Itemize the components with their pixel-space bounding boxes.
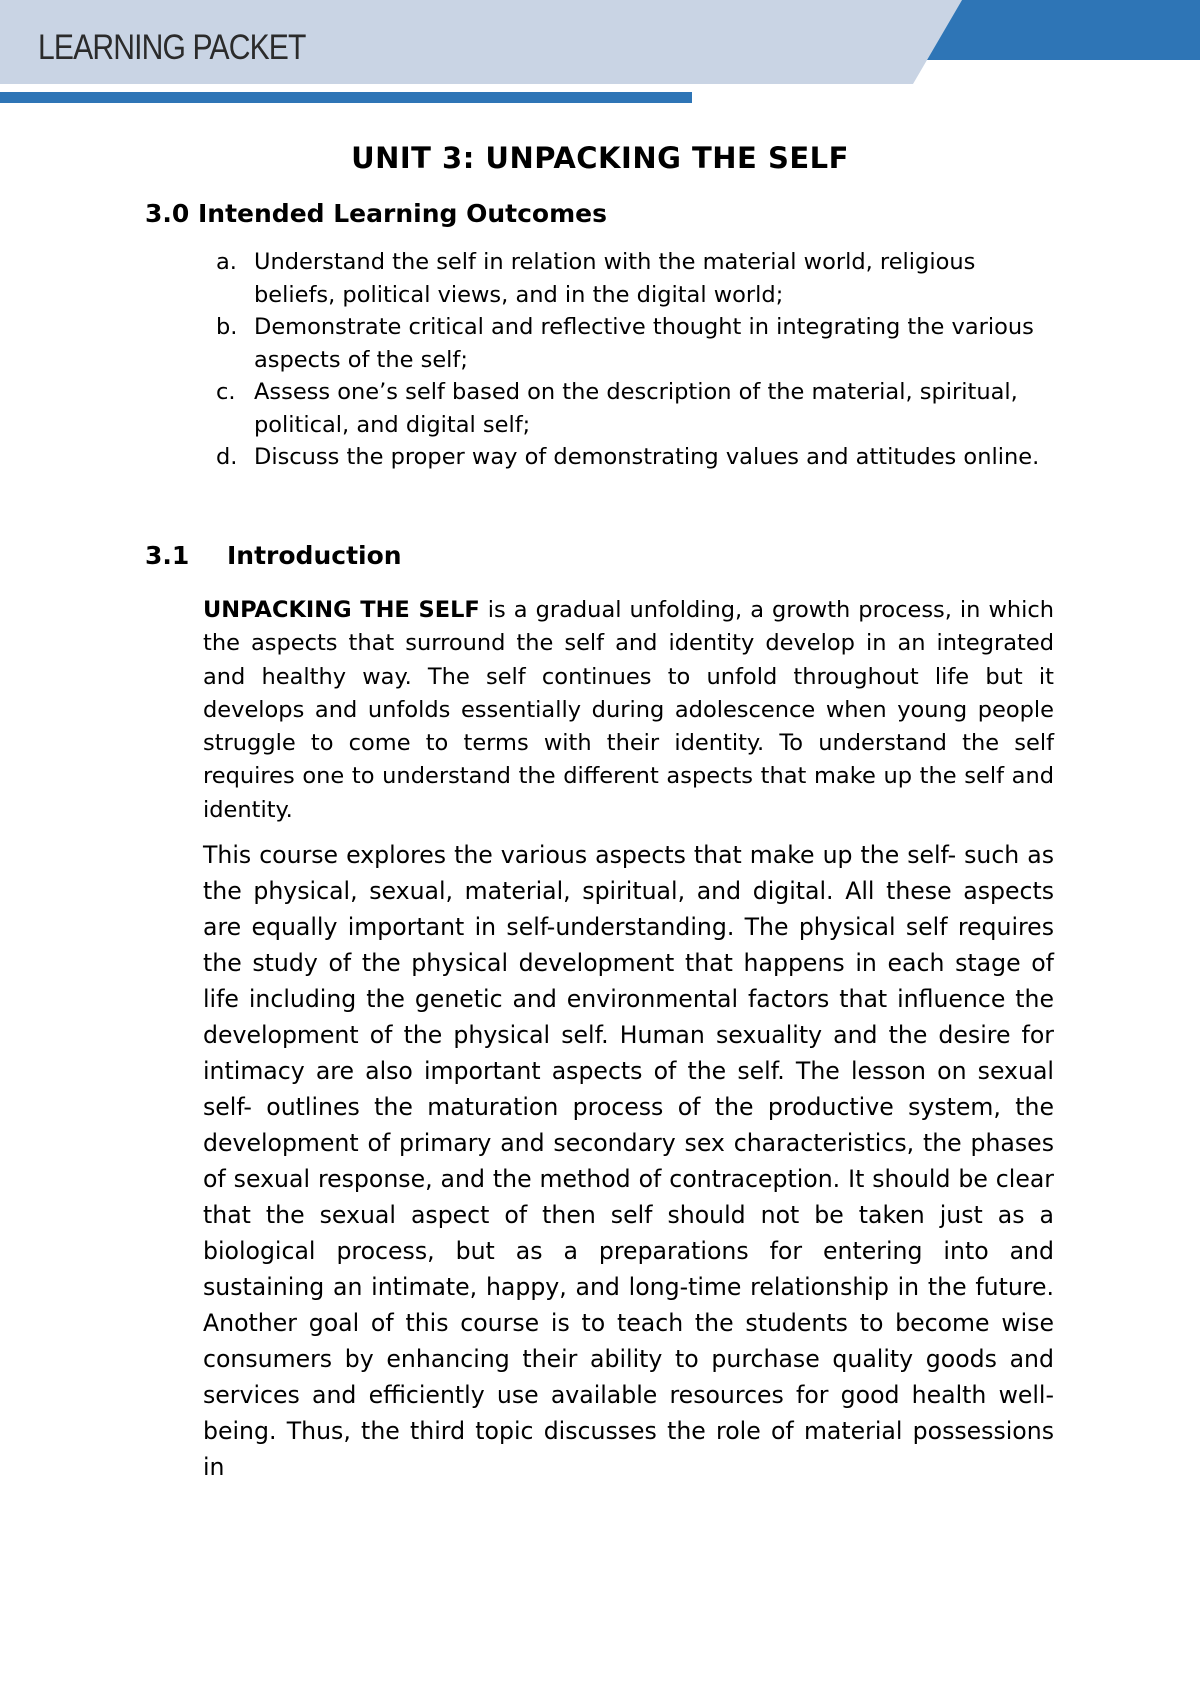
outcomes-list bbox=[216, 246, 1054, 474]
outcome-text: Discuss the proper way of demonstrating values and attitudes online. bbox=[254, 444, 1040, 470]
intro-paragraph-1-text: is a gradual unfolding, a growth process, in which the aspects that surround the self and identity develop in an integrated and healthy way. The self continues to unfold throughout life but it develops and unfolds essentially during adolescence when young people struggle to come to terms with their identity. To understand the self requires one to understand the different aspects that make up the self and identity. bbox=[203, 597, 1054, 823]
outcome-text: Assess one’s self based on the description of the material, spiritual, political, and digital self; bbox=[254, 379, 1018, 438]
section-number: 3.1 bbox=[145, 541, 190, 570]
section-title: Introduction bbox=[227, 541, 402, 570]
outcome-marker: b. bbox=[216, 314, 238, 340]
outcome-marker: a. bbox=[216, 249, 237, 275]
header-underline bbox=[0, 92, 692, 103]
outcome-item bbox=[216, 246, 1054, 311]
header-band-dark bbox=[927, 0, 1200, 60]
header-title: LEARNING PACKET bbox=[38, 28, 306, 67]
outcome-item bbox=[216, 376, 1054, 441]
introduction-heading bbox=[145, 541, 402, 570]
intro-paragraph-1 bbox=[203, 594, 1054, 827]
unit-title: UNIT 3: UNPACKING THE SELF bbox=[351, 141, 849, 175]
outcome-text: Understand the self in relation with the material world, religious beliefs, political views, and in the digital world; bbox=[254, 249, 976, 308]
outcome-item bbox=[216, 311, 1054, 376]
outcomes-heading: 3.0 Intended Learning Outcomes bbox=[145, 199, 607, 228]
outcome-marker: d. bbox=[216, 444, 238, 470]
outcome-text: Demonstrate critical and reflective thought in integrating the various aspects of the self; bbox=[254, 314, 1034, 373]
intro-paragraph-2: This course explores the various aspects that make up the self- such as the physical, sexual, material, spiritual, and digital. All these aspects are equally important in self-understanding. The physical self requires the study of the physical development that happens in each stage of life including the genetic and environmental factors that influence the development of the physical self. Human sexuality and the desire for intimacy are also important aspects of the self. The lesson on sexual self- outlines the maturation process of the productive system, the development of primary and secondary sex characteristics, the phases of sexual response, and the method of contraception. It should be clear that the sexual aspect of then self should not be taken just as a biological process, but as a preparations for entering into and sustaining an intimate, happy, and long-time relationship in the future. Another goal of this course is to teach the students to become wise consumers by enhancing their ability to purchase quality goods and services and efficiently use available resources for good health well-being. Thus, the third topic discusses the role of material possessions in bbox=[203, 841, 1054, 1481]
outcome-marker: c. bbox=[216, 379, 236, 405]
intro-lead-term: UNPACKING THE SELF bbox=[203, 597, 480, 623]
outcome-item bbox=[216, 441, 1054, 474]
